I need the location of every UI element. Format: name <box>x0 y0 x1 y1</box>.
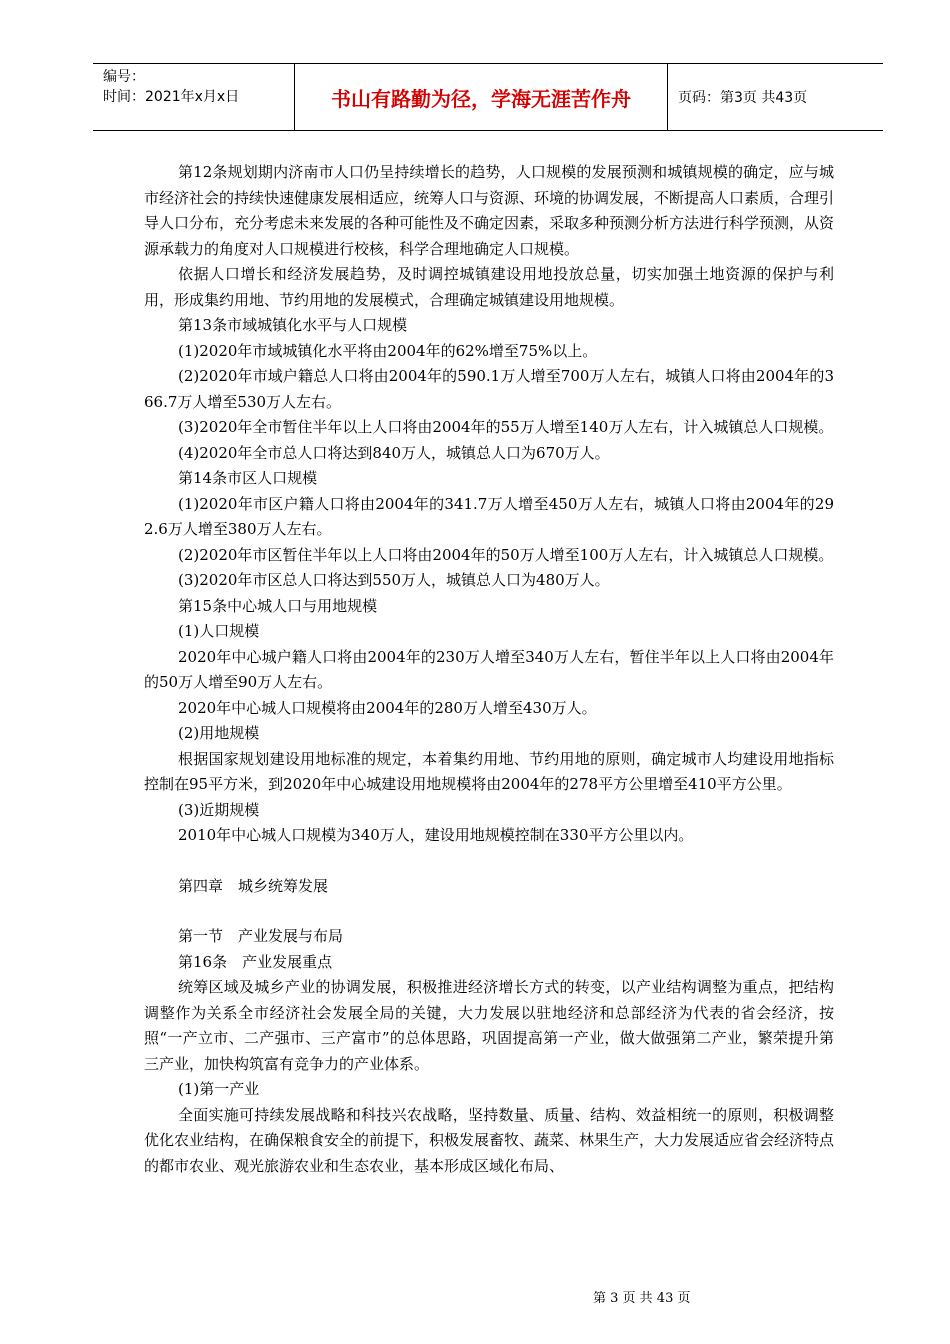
page-label: 页码：第3页 共43页 <box>678 90 808 106</box>
paragraph: 2020年中心城户籍人口将由2004年的230万人增至340万人左右，暂住半年以上人口将由2004年的50万人增至90万人左右。 <box>144 647 834 691</box>
paragraph: (1)第一产业 <box>178 1080 260 1098</box>
paragraph: (3)2020年市区总人口将达到550万人，城镇总人口为480万人。 <box>178 571 610 589</box>
paragraph: (3)近期规模 <box>178 800 260 819</box>
article-heading: 第13条市域城镇化水平与人口规模 <box>178 316 408 334</box>
page-number: 第 3 页 共 43 页 <box>593 1291 691 1306</box>
paragraph: (1)2020年市域城镇化水平将由2004年的62%增至75%以上。 <box>178 341 598 360</box>
header-info-cell <box>93 64 295 130</box>
chapter-heading: 第四章 城乡统筹发展 <box>178 876 329 895</box>
article-heading: 第15条中心城人口与用地规模 <box>178 596 378 615</box>
time-label: 时间：2021年x月x日 <box>103 89 240 105</box>
paragraph: 第12条规划期内济南市人口仍呈持续增长的趋势，人口规模的发展预测和城镇规模的确定，应与城市经济社会的持续快速健康发展相适应，统筹人口与资源、环境的协调发展，不断提高人口素质，合理引导人口分布，充分考虑未来发展的各种可能性及不确定因素，采取多种预测分析方法进行科学预测，从资源承载力的角度对人口规模进行校核，科学合理地确定人口规模。 <box>144 163 835 258</box>
number-label: 编号： <box>103 69 145 85</box>
paragraph: (1)2020年市区户籍人口将由2004年的341.7万人增至450万人左右，城镇人口将由2004年的292.6万人增至380万人左右。 <box>144 494 834 538</box>
document-body <box>144 160 834 1179</box>
paragraph: 依据人口增长和经济发展趋势，及时调控城镇建设用地投放总量，切实加强土地资源的保护与利用，形成集约用地、节约用地的发展模式，合理确定城镇建设用地规模。 <box>144 265 834 309</box>
paragraph: 2020年中心城人口规模将由2004年的280万人增至430万人。 <box>178 698 597 717</box>
paragraph: 全面实施可持续发展战略和科技兴农战略，坚持数量、质量、结构、效益相统一的原则，积极调整优化农业结构，在确保粮食安全的前提下，积极发展畜牧、蔬菜、林果生产，大力发展适应省会经济特点的都市农业、观光旅游农业和生态农业，基本形成区域化布局、 <box>144 1105 835 1175</box>
paragraph: (3)2020年全市暂住半年以上人口将由2004年的55万人增至140万人左右，计入城镇总人口规模。 <box>178 418 834 436</box>
page-header <box>93 63 883 131</box>
motto: 书山有路勤为径，学海无涯苦作舟 <box>295 64 668 130</box>
article-heading: 第16条 产业发展重点 <box>178 952 333 971</box>
paragraph: (2)用地规模 <box>178 724 260 742</box>
paragraph: (2)2020年市域户籍总人口将由2004年的590.1万人增至700万人左右，城镇人口将由2004年的366.7万人增至530万人左右。 <box>144 367 834 411</box>
article-heading: 第14条市区人口规模 <box>178 469 318 487</box>
paragraph: (4)2020年全市总人口将达到840万人，城镇总人口为670万人。 <box>178 443 610 462</box>
paragraph: (2)2020年市区暂住半年以上人口将由2004年的50万人增至100万人左右，计入城镇总人口规模。 <box>178 545 834 564</box>
paragraph: 2010年中心城人口规模为340万人，建设用地规模控制在330平方公里以内。 <box>178 826 694 844</box>
section-heading: 第一节 产业发展与布局 <box>178 927 344 945</box>
paragraph: (1)人口规模 <box>178 622 260 640</box>
paragraph: 根据国家规划建设用地标准的规定，本着集约用地、节约用地的原则，确定城市人均建设用地指标控制在95平方米，到2020年中心城建设用地规模将由2004年的278平方公里增至410平方公里。 <box>144 749 834 793</box>
paragraph: 统筹区域及城乡产业的协调发展，积极推进经济增长方式的转变，以产业结构调整为重点，把结构调整作为关系全市经济社会发展全局的关键，大力发展以驻地经济和总部经济为代表的省会经济，按照“一产立市、二产强市、三产富市”的总体思路，巩固提高第一产业，做大做强第二产业，繁荣提升第三产业，加快构筑富有竞争力的产业体系。 <box>144 978 834 1073</box>
